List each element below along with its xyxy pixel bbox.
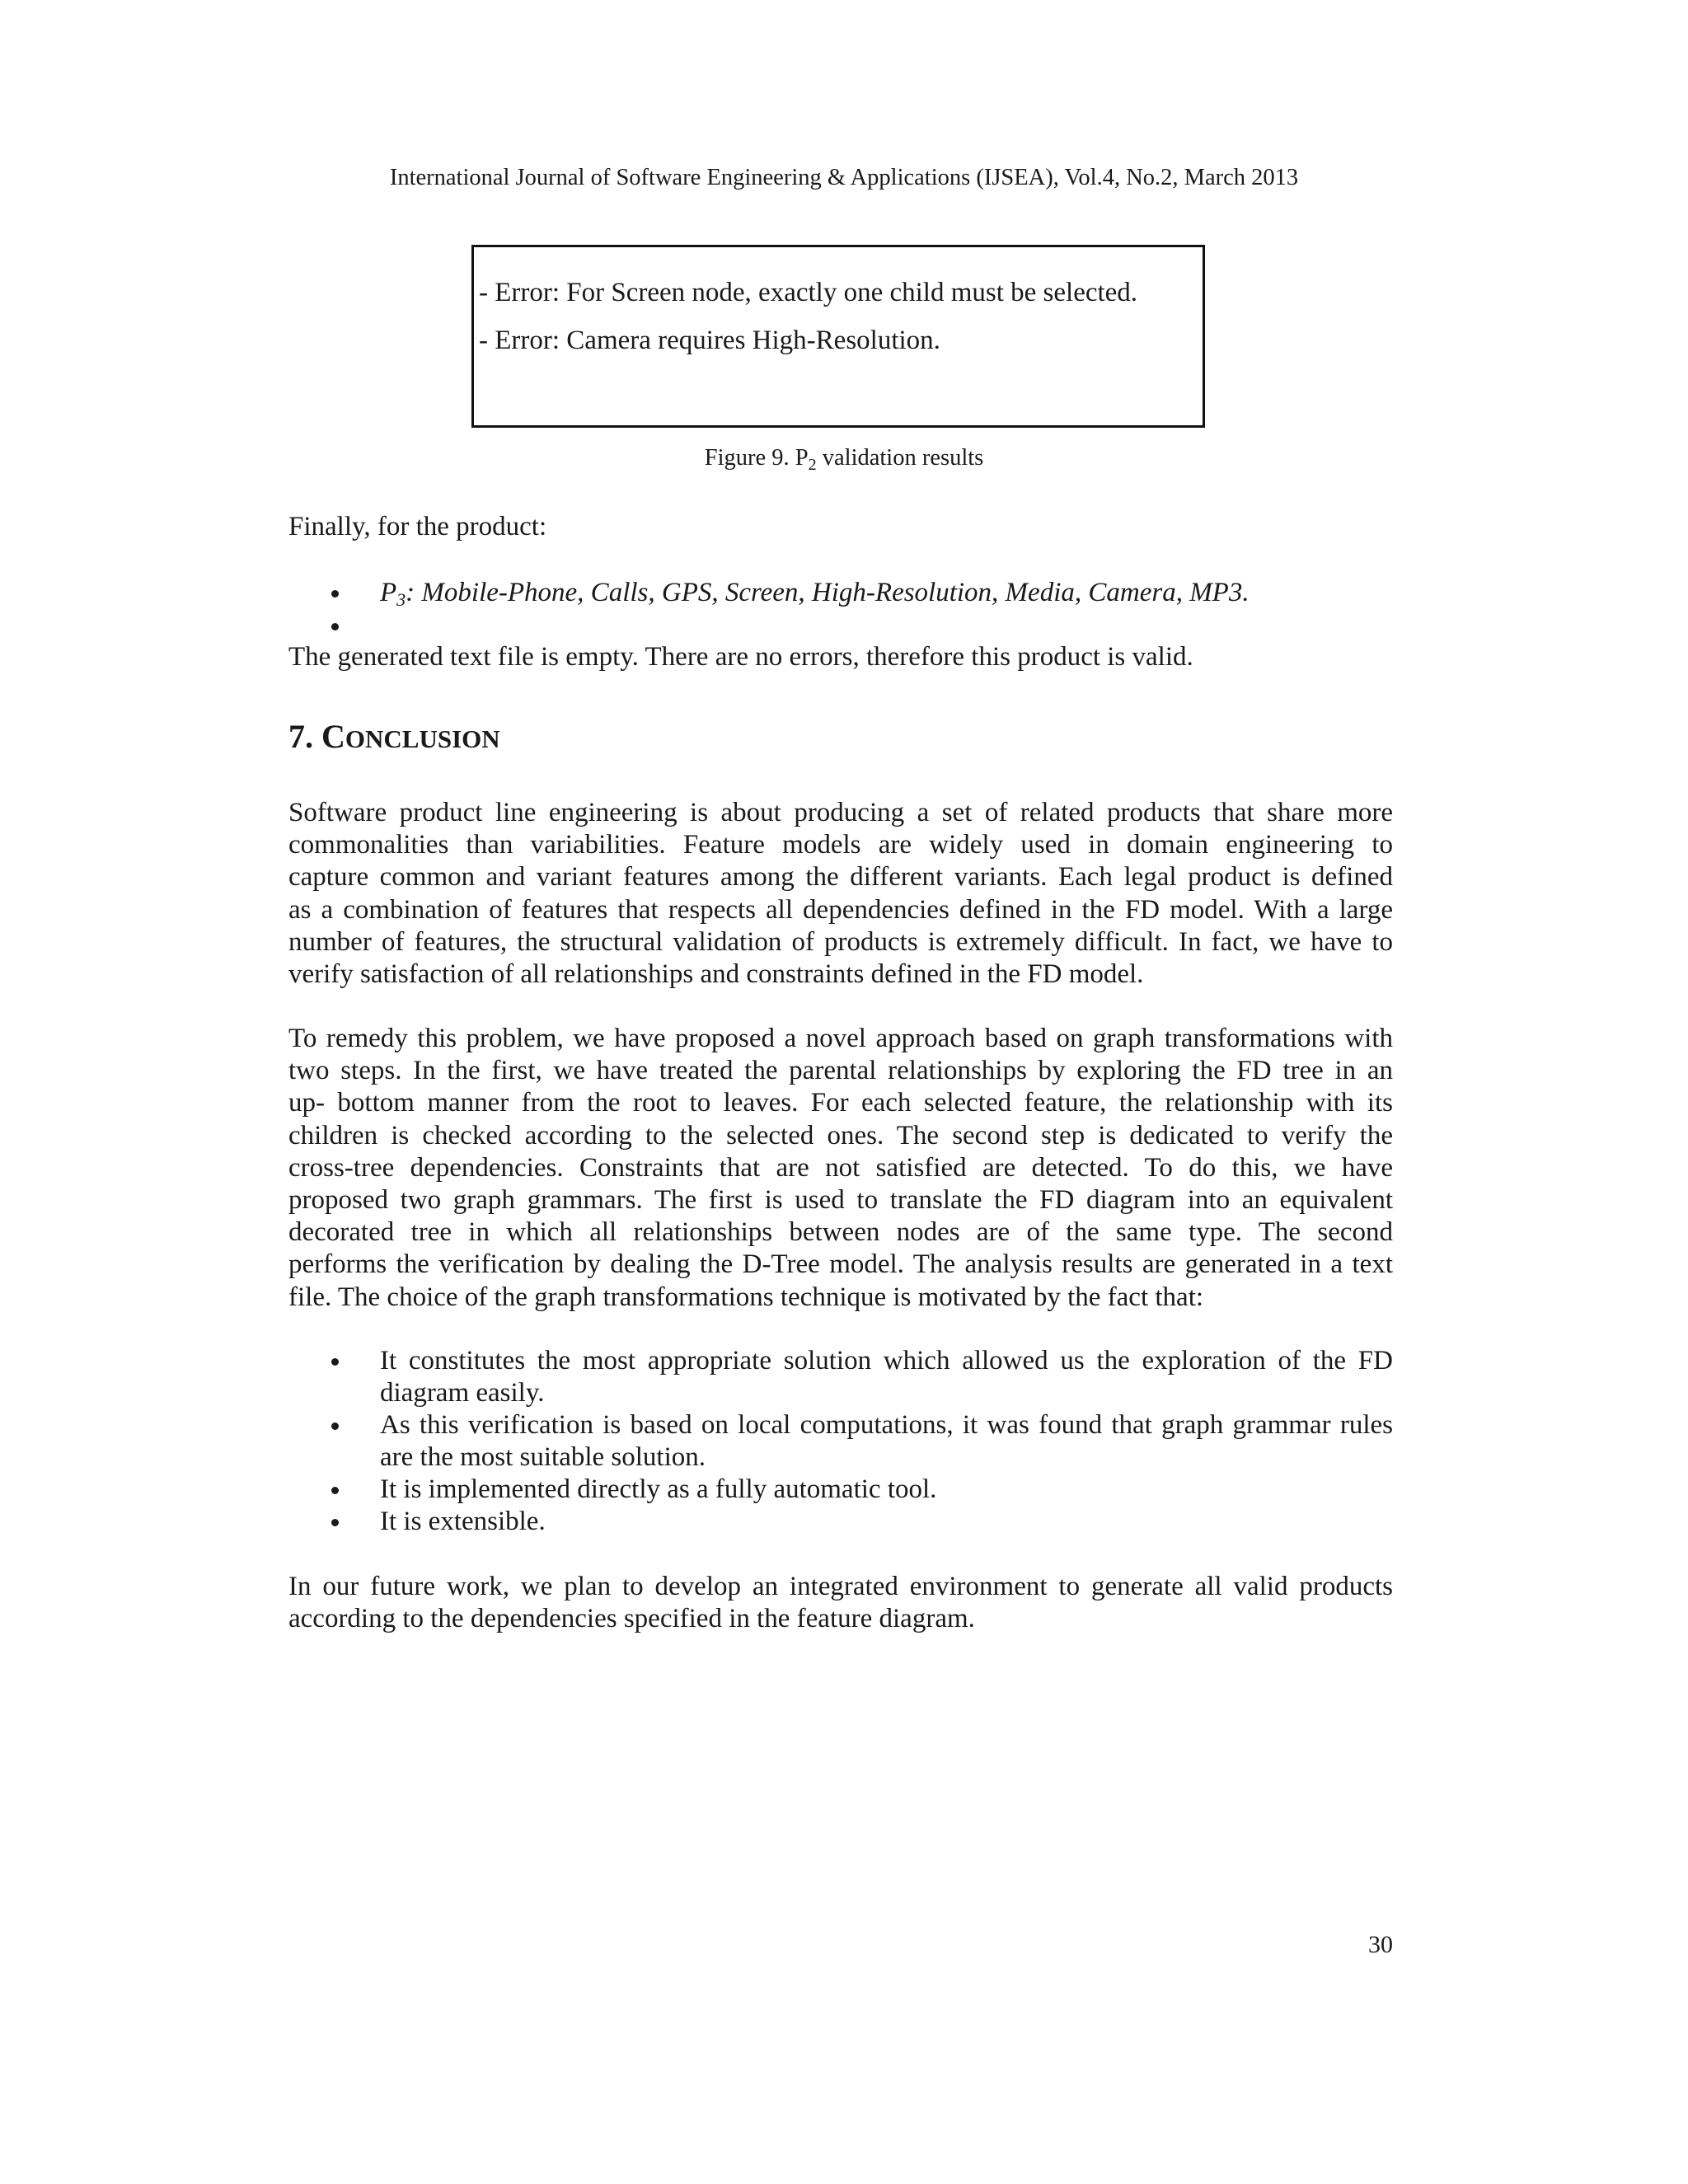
paragraph-line: In our future work, we plan to develop an integrated environment to generate all valid products [288, 1572, 1393, 1601]
page-number: 30 [1368, 1931, 1393, 1958]
paragraph-3 [288, 1571, 1393, 1635]
motivation-item [288, 1474, 1393, 1506]
validation-results-box [471, 245, 1205, 428]
section-title-rest: ONCLUSION [345, 724, 500, 753]
paragraph-line: two steps. In the first, we have treated the parental relationships by exploring the FD tree in an [288, 1056, 1393, 1086]
motivation-text [380, 1474, 1393, 1506]
figure-caption [0, 442, 1688, 481]
motivation-item [288, 1506, 1393, 1538]
paragraph-line: file. The choice of the graph transformations technique is motivated by the fact that: [288, 1282, 1204, 1312]
motivation-line: It is implemented directly as a fully automatic tool. [380, 1474, 937, 1504]
motivation-item [288, 1409, 1393, 1474]
result-text: The generated text file is empty. There are no errors, therefore this product is valid. [288, 642, 1193, 672]
paragraph-line: decorated tree in which all relationships between nodes are of the same type. The second [288, 1217, 1393, 1248]
section-number: 7. [288, 718, 321, 755]
section-title-initial: C [321, 718, 345, 755]
product-bullet-text [380, 577, 1393, 616]
motivation-item [288, 1345, 1393, 1409]
motivation-line: As this verification is based on local computations, it was found that graph grammar rules [380, 1410, 1393, 1440]
motivation-line: are the most suitable solution. [380, 1442, 706, 1473]
paragraph-line: children is checked according to the selected ones. The second step is dedicated to verify the [288, 1120, 1393, 1151]
paragraph-line: number of features, the structural validation of products is extremely difficult. In fact, we have to [288, 926, 1393, 957]
error-line: - Error: For Screen node, exactly one child must be selected. [479, 278, 1138, 307]
paragraph-1 [288, 797, 1393, 991]
motivation-line: It constitutes the most appropriate solution which allowed us the exploration of the FD [380, 1346, 1393, 1376]
caption-subscript: 2 [808, 456, 817, 474]
paragraph-line: as a combination of features that respects all dependencies defined in the FD model. With a large [288, 894, 1393, 925]
motivation-line: diagram easily. [380, 1378, 545, 1408]
caption-prefix: Figure 9. P [704, 445, 809, 471]
paragraph-line: verify satisfaction of all relationships and constraints defined in the FD model. [288, 959, 1144, 990]
paragraph-2 [288, 1023, 1393, 1314]
paragraph-line: proposed two graph grammars. The first is used to translate the FD diagram into an equivalent [288, 1185, 1393, 1216]
section-heading [288, 717, 500, 759]
paragraph-line: performs the verification by dealing the D-Tree model. The analysis results are generated in a text [288, 1249, 1393, 1280]
paragraph-line: To remedy this problem, we have proposed a novel approach based on graph transformations with [288, 1024, 1393, 1053]
paragraph-line: commonalities than variabilities. Feature models are widely used in domain engineering to [288, 830, 1393, 860]
intro-text: Finally, for the product: [288, 512, 547, 541]
running-header: International Journal of Software Engineering & Applications (IJSEA), Vol.4, No.2, March 2013 [389, 165, 1299, 190]
product-label-subscript: 3 [396, 589, 406, 610]
product-bullet [288, 577, 1393, 616]
paragraph-line: according to the dependencies specified in the feature diagram. [288, 1604, 975, 1634]
paragraph-line: cross-tree dependencies. Constraints that are not satisfied are detected. To do this, we have [288, 1152, 1393, 1183]
motivation-text [380, 1409, 1393, 1474]
motivation-text [380, 1506, 1393, 1538]
motivation-line: It is extensible. [380, 1507, 546, 1536]
motivation-text [380, 1345, 1393, 1409]
product-label: P [380, 578, 397, 607]
product-features: : Mobile-Phone, Calls, GPS, Screen, High-Resolution, Media, Camera, MP3. [406, 578, 1250, 607]
paragraph-line: up- bottom manner from the root to leaves. For each selected feature, the relationship with its [288, 1088, 1393, 1118]
paragraph-line: Software product line engineering is about producing a set of related products that share more [288, 798, 1393, 827]
error-line: - Error: Camera requires High-Resolution. [479, 326, 940, 355]
caption-suffix: validation results [816, 445, 984, 471]
paragraph-line: capture common and variant features among the different variants. Each legal product is defined [288, 862, 1393, 893]
